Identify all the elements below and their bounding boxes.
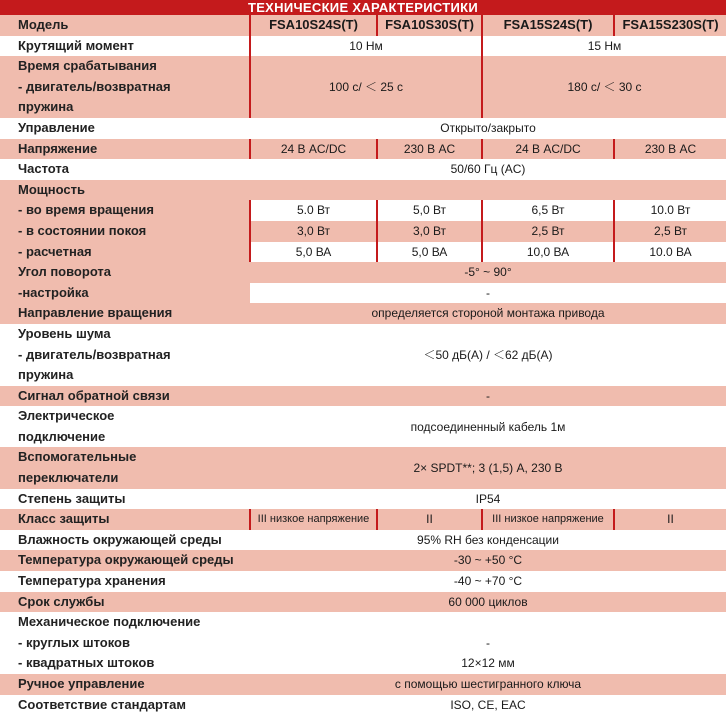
round-value: - <box>250 633 726 654</box>
model-name: FSA15S24S(T) <box>482 15 614 36</box>
row-label-manual: Ручное управление <box>0 674 250 695</box>
noise-value: ＜50 дБ(А) / ＜62 дБ(А) <box>250 324 726 386</box>
table-row <box>0 509 726 530</box>
row-label-model: Модель <box>0 15 250 36</box>
table-row <box>0 695 726 716</box>
row-label-class: Класс защиты <box>0 509 250 530</box>
row-label-power-rest: - в состоянии покоя <box>0 221 250 242</box>
table-row <box>0 530 726 551</box>
table-row <box>0 159 726 180</box>
label-line: Время срабатывания <box>18 58 157 74</box>
power-rotation-value: 5.0 Вт <box>250 200 377 221</box>
time-value-10: 100 с/ ＜ 25 с <box>250 56 482 118</box>
standards-value: ISO, CE, EAC <box>250 695 726 716</box>
control-value: Открыто/закрыто <box>250 118 726 139</box>
label-line: - двигатель/возвратная <box>18 78 171 94</box>
table-row <box>0 200 726 221</box>
label-line: Вспомогательные <box>18 449 137 465</box>
table-row <box>0 674 726 695</box>
row-label-direction: Направление вращения <box>0 303 250 324</box>
model-name: FSA15S230S(T) <box>614 15 726 36</box>
voltage-value: 24 В AC/DC <box>250 139 377 160</box>
table-row <box>0 653 726 674</box>
feedback-value: - <box>250 386 726 407</box>
class-value: III низкое напряжение <box>482 509 614 530</box>
table-row <box>0 592 726 613</box>
torque-value-10: 10 Нм <box>250 36 482 57</box>
time-value-15: 180 с/ ＜ 30 с <box>482 56 726 118</box>
row-label-square: - квадратных штоков <box>0 653 250 674</box>
voltage-value: 230 В AC <box>377 139 482 160</box>
model-name: FSA10S30S(T) <box>377 15 482 36</box>
power-rotation-value: 10.0 Вт <box>614 200 726 221</box>
class-value: II <box>377 509 482 530</box>
row-label-setting: -настройка <box>0 283 250 304</box>
table-row <box>0 303 726 324</box>
class-value: II <box>614 509 726 530</box>
row-label-storage: Температура хранения <box>0 571 250 592</box>
row-label-feedback: Сигнал обратной связи <box>0 386 250 407</box>
row-label-control: Управление <box>0 118 250 139</box>
table-row <box>0 139 726 160</box>
torque-value-15: 15 Нм <box>482 36 726 57</box>
table-row <box>0 180 726 201</box>
power-rest-value: 3,0 Вт <box>377 221 482 242</box>
power-rated-value: 5,0 ВА <box>250 242 377 263</box>
row-label-standards: Соответствие стандартам <box>0 695 250 716</box>
power-rest-value: 3,0 Вт <box>250 221 377 242</box>
table-row <box>0 324 726 386</box>
label-line: Электрическое <box>18 408 115 424</box>
class-value: III низкое напряжение <box>250 509 377 530</box>
row-label-time <box>0 56 250 118</box>
label-line: переключатели <box>18 470 119 486</box>
mechanical-spacer <box>250 612 726 633</box>
ip-value: IP54 <box>250 489 726 510</box>
voltage-value: 24 В AC/DC <box>482 139 614 160</box>
power-rotation-value: 6,5 Вт <box>482 200 614 221</box>
table-row <box>0 283 726 304</box>
manual-value: с помощью шестигранного ключа <box>250 674 726 695</box>
row-label-voltage: Напряжение <box>0 139 250 160</box>
label-line: пружина <box>18 367 74 383</box>
label-line: пружина <box>18 99 74 115</box>
power-rated-value: 5,0 ВА <box>377 242 482 263</box>
power-rated-value: 10.0 ВА <box>614 242 726 263</box>
power-rest-value: 2,5 Вт <box>482 221 614 242</box>
row-label-round: - круглых штоков <box>0 633 250 654</box>
label-line: Уровень шума <box>18 325 111 341</box>
table-row <box>0 262 726 283</box>
table-row <box>0 221 726 242</box>
power-spacer <box>250 180 726 201</box>
row-label-humidity: Влажность окружающей среды <box>0 530 250 551</box>
row-label-electrical <box>0 406 250 447</box>
row-label-frequency: Частота <box>0 159 250 180</box>
electrical-value: подсоединенный кабель 1м <box>250 406 726 447</box>
ambient-value: -30 ~ +50 °C <box>250 550 726 571</box>
storage-value: -40 ~ +70 °C <box>250 571 726 592</box>
label-line: подключение <box>18 428 106 444</box>
voltage-value: 230 В AC <box>614 139 726 160</box>
power-rotation-value: 5,0 Вт <box>377 200 482 221</box>
row-label-life: Срок службы <box>0 592 250 613</box>
life-value: 60 000 циклов <box>250 592 726 613</box>
table-row <box>0 489 726 510</box>
table-row <box>0 56 726 118</box>
power-rest-value: 2,5 Вт <box>614 221 726 242</box>
square-value: 12×12 мм <box>250 653 726 674</box>
table-row <box>0 633 726 654</box>
model-name: FSA10S24S(T) <box>250 15 377 36</box>
table-row <box>0 612 726 633</box>
row-label-switches <box>0 447 250 488</box>
setting-value: - <box>250 283 726 304</box>
table-row <box>0 242 726 263</box>
table-row <box>0 118 726 139</box>
row-label-ambient: Температура окружающей среды <box>0 550 250 571</box>
table-title: ТЕХНИЧЕСКИЕ ХАРАКТЕРИСТИКИ <box>0 0 726 15</box>
row-label-torque: Крутящий момент <box>0 36 250 57</box>
table-row <box>0 447 726 488</box>
table-row <box>0 571 726 592</box>
table-row <box>0 386 726 407</box>
row-label-mechanical: Механическое подключение <box>0 612 250 633</box>
table-row <box>0 550 726 571</box>
row-label-noise <box>0 324 250 386</box>
label-line: - двигатель/возвратная <box>18 346 171 362</box>
row-label-ip: Степень защиты <box>0 489 250 510</box>
humidity-value: 95% RH без конденсации <box>250 530 726 551</box>
row-label-power-rotation: - во время вращения <box>0 200 250 221</box>
row-label-angle: Угол поворота <box>0 262 250 283</box>
table-row <box>0 36 726 57</box>
table-row <box>0 15 726 36</box>
power-rated-value: 10,0 ВА <box>482 242 614 263</box>
row-label-power-rated: - расчетная <box>0 242 250 263</box>
frequency-value: 50/60 Гц (AC) <box>250 159 726 180</box>
angle-value: -5° ~ 90° <box>250 262 726 283</box>
table-row <box>0 406 726 447</box>
switches-value: 2× SPDT**; 3 (1,5) А, 230 В <box>250 447 726 488</box>
direction-value: определяется стороной монтажа привода <box>250 303 726 324</box>
row-label-power: Мощность <box>0 180 250 201</box>
